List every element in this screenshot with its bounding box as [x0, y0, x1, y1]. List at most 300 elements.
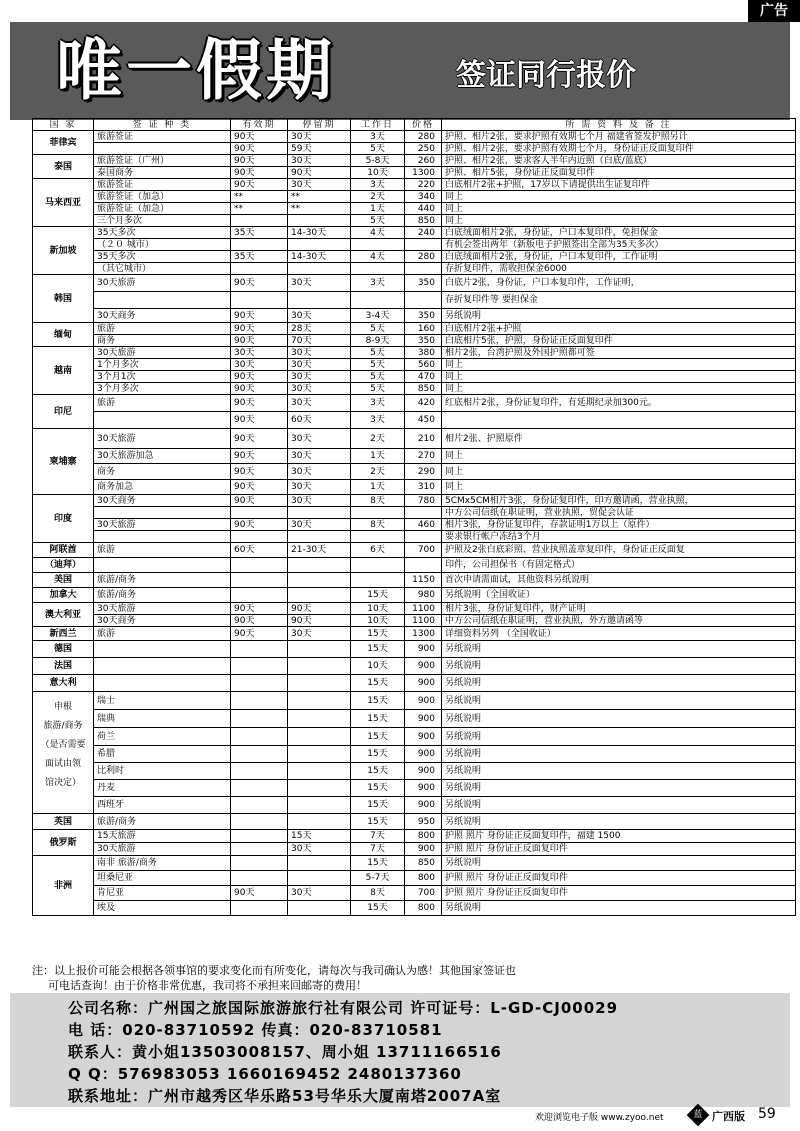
- table-row: [33, 886, 796, 901]
- visa-type-cell: （其它城市）: [94, 263, 231, 275]
- stay-cell: 90天: [288, 603, 351, 615]
- price-cell: 250: [405, 143, 442, 155]
- validity-cell: 90天: [231, 429, 288, 449]
- stay-cell: [288, 692, 351, 710]
- remarks-cell: 护照、相片2张，要求护照有效期七个月 福建省签发护照另计: [442, 131, 796, 143]
- country-cell: 英国: [33, 814, 94, 830]
- price-cell: 900: [405, 763, 442, 780]
- col-stay: 停留期: [288, 119, 351, 131]
- schengen-label-line: 旅游/商务: [43, 721, 83, 731]
- validity-cell: 90天: [231, 395, 288, 412]
- table-row: [33, 843, 796, 856]
- country-cell: 马来西亚: [33, 179, 94, 227]
- remarks-cell: 另纸说明: [442, 814, 796, 830]
- stay-cell: **: [288, 191, 351, 203]
- visa-type-cell: 旅游签证（广州）: [94, 155, 231, 167]
- stay-cell: [288, 797, 351, 814]
- remarks-cell: 红底相片2张，身份证复印件，有延期纪录加300元。: [442, 395, 796, 412]
- price-cell: [405, 263, 442, 275]
- country-cell: 加拿大: [33, 588, 94, 603]
- table-row: [33, 143, 796, 155]
- workdays-cell: 1天: [351, 449, 405, 464]
- schengen-label-line: 馆决定）: [44, 778, 81, 788]
- country-cell: 法国: [33, 658, 94, 675]
- table-row: [33, 627, 796, 641]
- price-cell: 900: [405, 780, 442, 797]
- validity-cell: [231, 728, 288, 746]
- validity-cell: 90天: [231, 480, 288, 495]
- stay-cell: [288, 856, 351, 871]
- price-cell: 1100: [405, 615, 442, 627]
- page-footer: [0, 1104, 800, 1128]
- workdays-cell: 3天: [351, 395, 405, 412]
- stay-cell: [288, 292, 351, 309]
- stay-cell: 30天: [288, 519, 351, 531]
- header-banner: [10, 22, 790, 120]
- table-row: [33, 227, 796, 239]
- stay-cell: [288, 641, 351, 658]
- stay-cell: 30天: [288, 843, 351, 856]
- table-row: [33, 728, 796, 746]
- phone-fax: 电 话：020-83710592 传真：020-83710581: [68, 1021, 443, 1039]
- workdays-cell: 15天: [351, 856, 405, 871]
- validity-cell: [231, 746, 288, 763]
- validity-cell: [231, 507, 288, 519]
- table-row: [33, 167, 796, 179]
- price-cell: 1150: [405, 573, 442, 588]
- validity-cell: **: [231, 203, 288, 215]
- country-cell: 新西兰: [33, 627, 94, 641]
- col-price: 价格: [405, 119, 442, 131]
- stay-cell: 30天: [288, 495, 351, 507]
- stay-cell: [288, 588, 351, 603]
- validity-cell: [231, 658, 288, 675]
- stay-cell: [288, 675, 351, 692]
- stay-cell: 30天: [288, 383, 351, 395]
- validity-cell: [231, 531, 288, 543]
- table-row: [33, 292, 796, 309]
- validity-cell: 35天: [231, 227, 288, 239]
- validity-cell: [231, 263, 288, 275]
- visa-type-cell: 肯尼亚: [94, 886, 231, 901]
- price-cell: 280: [405, 131, 442, 143]
- header-subtitle: 签证同行报价: [456, 58, 636, 93]
- table-row: [33, 383, 796, 395]
- table-row: [33, 275, 796, 292]
- validity-cell: [231, 588, 288, 603]
- visa-type-cell: [94, 292, 231, 309]
- workdays-cell: 15天: [351, 746, 405, 763]
- workdays-cell: 1天: [351, 203, 405, 215]
- remarks-cell: 护照、相片2张，要求护照有效期七个月，身份证正反面复印件: [442, 143, 796, 155]
- validity-cell: [231, 871, 288, 886]
- remarks-cell: 另纸说明: [442, 797, 796, 814]
- visa-type-cell: 30天商务: [94, 309, 231, 323]
- price-cell: 1300: [405, 167, 442, 179]
- validity-cell: 90天: [231, 275, 288, 292]
- validity-cell: [231, 292, 288, 309]
- table-body: [33, 131, 796, 916]
- validity-cell: 90天: [231, 603, 288, 615]
- workdays-cell: 15天: [351, 728, 405, 746]
- table-row: [33, 710, 796, 728]
- remarks-cell: 首次申请需面试，其他资料另纸说明: [442, 573, 796, 588]
- remarks-cell: 5CMx5CM相片3张，身份证复印件，印方邀请函，营业执照，: [442, 495, 796, 507]
- stay-cell: 30天: [288, 359, 351, 371]
- stay-cell: [288, 746, 351, 763]
- workdays-cell: 6天: [351, 543, 405, 558]
- table-row: [33, 323, 796, 335]
- validity-cell: 90天: [231, 495, 288, 507]
- remarks-cell: 另纸说明: [442, 856, 796, 871]
- stay-cell: **: [288, 203, 351, 215]
- visa-type-cell: [94, 412, 231, 429]
- visa-type-cell: 30天旅游: [94, 843, 231, 856]
- table-row: [33, 573, 796, 588]
- validity-cell: 90天: [231, 335, 288, 347]
- stay-cell: [288, 763, 351, 780]
- workdays-cell: 2天: [351, 191, 405, 203]
- workdays-cell: [351, 573, 405, 588]
- table-row: [33, 615, 796, 627]
- stay-cell: 70天: [288, 335, 351, 347]
- visa-type-cell: 1个月多次: [94, 359, 231, 371]
- workdays-cell: 10天: [351, 167, 405, 179]
- workdays-cell: 10天: [351, 615, 405, 627]
- validity-cell: [231, 797, 288, 814]
- table-row: [33, 155, 796, 167]
- price-cell: 280: [405, 251, 442, 263]
- visa-type-cell: 埃及: [94, 901, 231, 916]
- workdays-cell: [351, 239, 405, 251]
- table-row: [33, 412, 796, 429]
- visa-type-cell: 商务加急: [94, 480, 231, 495]
- price-cell: 950: [405, 814, 442, 830]
- remarks-cell: 另纸说明: [442, 658, 796, 675]
- validity-cell: 90天: [231, 615, 288, 627]
- workdays-cell: 15天: [351, 675, 405, 692]
- col-workdays: 工作日: [351, 119, 405, 131]
- workdays-cell: 5天: [351, 371, 405, 383]
- note-line-1: 注：以上报价可能会根据各领事馆的要求变化而有所变化，请每次与我司确认为感！其他国家签证也: [32, 964, 516, 977]
- price-cell: [405, 239, 442, 251]
- country-cell: 菲律宾: [33, 131, 94, 155]
- table-row: [33, 543, 796, 558]
- remarks-cell: 同上: [442, 203, 796, 215]
- price-cell: 900: [405, 675, 442, 692]
- remarks-cell: 同上: [442, 383, 796, 395]
- price-cell: 850: [405, 215, 442, 227]
- stay-cell: 30天: [288, 429, 351, 449]
- remarks-cell: 另纸说明（全国收证）: [442, 588, 796, 603]
- price-cell: 800: [405, 901, 442, 916]
- price-cell: 350: [405, 335, 442, 347]
- table-row: [33, 531, 796, 543]
- visa-type-cell: 30天商务: [94, 495, 231, 507]
- stay-cell: [288, 507, 351, 519]
- visa-type-cell: 西班牙: [94, 797, 231, 814]
- validity-cell: 60天: [231, 543, 288, 558]
- visa-type-cell: 南非 旅游/商务: [94, 856, 231, 871]
- table-row: [33, 763, 796, 780]
- table-row: [33, 658, 796, 675]
- price-cell: 900: [405, 728, 442, 746]
- price-cell: 800: [405, 830, 442, 843]
- qq-numbers: Q Q：576983053 1660169452 2480137360: [68, 1065, 462, 1083]
- validity-cell: 90天: [231, 627, 288, 641]
- table-row: [33, 191, 796, 203]
- country-cell: 缅甸: [33, 323, 94, 347]
- price-cell: 900: [405, 746, 442, 763]
- workdays-cell: 15天: [351, 627, 405, 641]
- visa-price-table-wrap: [32, 118, 795, 916]
- stay-cell: 30天: [288, 395, 351, 412]
- table-row: [33, 480, 796, 495]
- price-cell: [405, 292, 442, 309]
- workdays-cell: 3天: [351, 179, 405, 191]
- country-cell: 印尼: [33, 395, 94, 429]
- stay-cell: 15天: [288, 830, 351, 843]
- stay-cell: 30天: [288, 309, 351, 323]
- country-cell: 非洲: [33, 856, 94, 916]
- visa-type-cell: 商务: [94, 335, 231, 347]
- brand-title: 唯一假期: [56, 31, 336, 109]
- country-cell: 德国: [33, 641, 94, 658]
- visa-type-cell: 商务: [94, 464, 231, 480]
- stay-cell: 30天: [288, 886, 351, 901]
- price-cell: 900: [405, 641, 442, 658]
- table-row: [33, 309, 796, 323]
- remarks-cell: 护照 照片 身份证正反面复印件: [442, 843, 796, 856]
- visa-type-cell: 旅游/商务: [94, 814, 231, 830]
- price-cell: [405, 558, 442, 573]
- stay-cell: 59天: [288, 143, 351, 155]
- country-cell: 新加坡: [33, 227, 94, 275]
- workdays-cell: 3天: [351, 131, 405, 143]
- validity-cell: [231, 763, 288, 780]
- table-row: [33, 429, 796, 449]
- visa-type-cell: [94, 143, 231, 155]
- logo-char: 蓝: [693, 1110, 703, 1120]
- schengen-label-line: （是否需要: [40, 740, 86, 750]
- table-row: [33, 263, 796, 275]
- validity-cell: 90天: [231, 167, 288, 179]
- workdays-cell: 4天: [351, 251, 405, 263]
- country-cell: 泰国: [33, 155, 94, 179]
- workdays-cell: 3天: [351, 275, 405, 292]
- remarks-cell: 另纸说明: [442, 901, 796, 916]
- country-cell: （迪拜）: [33, 558, 94, 573]
- workdays-cell: 8天: [351, 495, 405, 507]
- contact-panel: [10, 993, 790, 1107]
- price-cell: 160: [405, 323, 442, 335]
- workdays-cell: 15天: [351, 901, 405, 916]
- workdays-cell: [351, 507, 405, 519]
- visa-type-cell: 30天旅游: [94, 429, 231, 449]
- table-row: [33, 641, 796, 658]
- remarks-cell: 护照 照片 身份证正反面复印件，福建 1500: [442, 830, 796, 843]
- workdays-cell: [351, 292, 405, 309]
- visa-type-cell: [94, 641, 231, 658]
- country-cell-schengen: [33, 692, 94, 814]
- remarks-cell: 中方公司信纸在职证明，营业执照，贸促会认证: [442, 507, 796, 519]
- validity-cell: [231, 830, 288, 843]
- validity-cell: 90天: [231, 383, 288, 395]
- stay-cell: 30天: [288, 464, 351, 480]
- validity-cell: 90天: [231, 143, 288, 155]
- workdays-cell: 8天: [351, 886, 405, 901]
- validity-cell: [231, 843, 288, 856]
- remarks-cell: 同上: [442, 480, 796, 495]
- validity-cell: [231, 675, 288, 692]
- schengen-label-line: 面试由领: [44, 759, 81, 769]
- workdays-cell: 2天: [351, 429, 405, 449]
- visa-type-cell: 旅游: [94, 323, 231, 335]
- visa-type-cell: [94, 558, 231, 573]
- visa-type-cell: [94, 675, 231, 692]
- validity-cell: [231, 692, 288, 710]
- price-cell: 270: [405, 449, 442, 464]
- price-cell: 260: [405, 155, 442, 167]
- price-cell: 980: [405, 588, 442, 603]
- price-cell: 800: [405, 871, 442, 886]
- visa-type-cell: 30天旅游: [94, 519, 231, 531]
- price-cell: 700: [405, 543, 442, 558]
- table-row: [33, 558, 796, 573]
- stay-cell: [288, 814, 351, 830]
- stay-cell: 30天: [288, 371, 351, 383]
- remarks-cell: 白底相片5张，护照，身份证正反面复印件: [442, 335, 796, 347]
- remarks-cell: 同上: [442, 464, 796, 480]
- col-remarks: 所 需 资 料 及 备 注: [442, 119, 796, 131]
- table-row: [33, 814, 796, 830]
- visa-type-cell: 3个月多次: [94, 383, 231, 395]
- stay-cell: 30天: [288, 480, 351, 495]
- remarks-cell: 另纸说明: [442, 641, 796, 658]
- workdays-cell: 15天: [351, 641, 405, 658]
- remarks-cell: 另纸说明: [442, 763, 796, 780]
- visa-type-cell: 旅游签证（加急）: [94, 191, 231, 203]
- stay-cell: 30天: [288, 449, 351, 464]
- remarks-cell: 白底片2张，身份证，户口本复印件，工作证明，: [442, 275, 796, 292]
- table-row: [33, 901, 796, 916]
- validity-cell: [231, 573, 288, 588]
- workdays-cell: 3-4天: [351, 309, 405, 323]
- visa-type-cell: 丹麦: [94, 780, 231, 797]
- workdays-cell: 15天: [351, 797, 405, 814]
- workdays-cell: 5天: [351, 359, 405, 371]
- price-cell: 900: [405, 797, 442, 814]
- site-link[interactable]: 欢迎浏览电子版 www.zyoo.net: [535, 1113, 664, 1123]
- price-cell: 470: [405, 371, 442, 383]
- table-row: [33, 251, 796, 263]
- workdays-cell: 3天: [351, 412, 405, 429]
- validity-cell: 90天: [231, 886, 288, 901]
- price-cell: 450: [405, 412, 442, 429]
- visa-type-cell: 泰国商务: [94, 167, 231, 179]
- validity-cell: 30天: [231, 359, 288, 371]
- table-row: [33, 692, 796, 710]
- table-row: [33, 215, 796, 227]
- remarks-cell: 同上: [442, 191, 796, 203]
- workdays-cell: 5天: [351, 383, 405, 395]
- workdays-cell: 15天: [351, 588, 405, 603]
- remarks-cell: 另纸说明: [442, 692, 796, 710]
- table-row: [33, 519, 796, 531]
- table-row: [33, 449, 796, 464]
- validity-cell: 90天: [231, 179, 288, 191]
- remarks-cell: 相片3张，身份证复印件，存款证明1万以上（原件）: [442, 519, 796, 531]
- remarks-cell: 有机会签出两年（新版电子护照签出全部为35天多次）: [442, 239, 796, 251]
- validity-cell: [231, 856, 288, 871]
- visa-type-cell: 比利时: [94, 763, 231, 780]
- price-cell: 850: [405, 383, 442, 395]
- remarks-cell: 要求银行帐户冻结3个月: [442, 531, 796, 543]
- remarks-cell: 中方公司信纸在职证明，营业执照，外方邀请函等: [442, 615, 796, 627]
- visa-type-cell: 30天旅游: [94, 275, 231, 292]
- remarks-cell: 同上: [442, 359, 796, 371]
- workdays-cell: 1天: [351, 480, 405, 495]
- price-cell: 420: [405, 395, 442, 412]
- remarks-cell: 白底相片2张+护照，17岁以下请提供出生证复印件: [442, 179, 796, 191]
- table-row: [33, 507, 796, 519]
- validity-cell: 90天: [231, 412, 288, 429]
- visa-type-cell: 希腊: [94, 746, 231, 763]
- price-cell: 310: [405, 480, 442, 495]
- workdays-cell: 8-9天: [351, 335, 405, 347]
- price-cell: 700: [405, 886, 442, 901]
- ad-tag: 广告: [748, 0, 800, 22]
- stay-cell: 30天: [288, 275, 351, 292]
- visa-type-cell: 30天旅游加急: [94, 449, 231, 464]
- stay-cell: [288, 573, 351, 588]
- workdays-cell: [351, 531, 405, 543]
- validity-cell: [231, 901, 288, 916]
- visa-type-cell: 3个月1次: [94, 371, 231, 383]
- country-cell: 美国: [33, 573, 94, 588]
- country-cell: 澳大利亚: [33, 603, 94, 627]
- price-cell: 900: [405, 710, 442, 728]
- stay-cell: 30天: [288, 347, 351, 359]
- table-row: [33, 675, 796, 692]
- stay-cell: [288, 710, 351, 728]
- stay-cell: 28天: [288, 323, 351, 335]
- workdays-cell: 4天: [351, 227, 405, 239]
- price-cell: 1300: [405, 627, 442, 641]
- price-cell: 240: [405, 227, 442, 239]
- remarks-cell: 另纸说明: [442, 728, 796, 746]
- price-cell: 220: [405, 179, 442, 191]
- validity-cell: 90天: [231, 131, 288, 143]
- visa-type-cell: 30天旅游: [94, 347, 231, 359]
- price-cell: 900: [405, 843, 442, 856]
- col-validity: 有效期: [231, 119, 288, 131]
- visa-type-cell: 旅游签证: [94, 179, 231, 191]
- workdays-cell: 5天: [351, 347, 405, 359]
- workdays-cell: 5-7天: [351, 871, 405, 886]
- remarks-cell: [442, 412, 796, 429]
- price-cell: [405, 507, 442, 519]
- remarks-cell: 存折复印件等 要担保金: [442, 292, 796, 309]
- validity-cell: 90天: [231, 309, 288, 323]
- table-header-row: [33, 119, 796, 131]
- workdays-cell: 5天: [351, 143, 405, 155]
- table-row: [33, 830, 796, 843]
- price-cell: 210: [405, 429, 442, 449]
- remarks-cell: 白底相片2张+护照: [442, 323, 796, 335]
- visa-type-cell: 30天旅游: [94, 603, 231, 615]
- stay-cell: 90天: [288, 615, 351, 627]
